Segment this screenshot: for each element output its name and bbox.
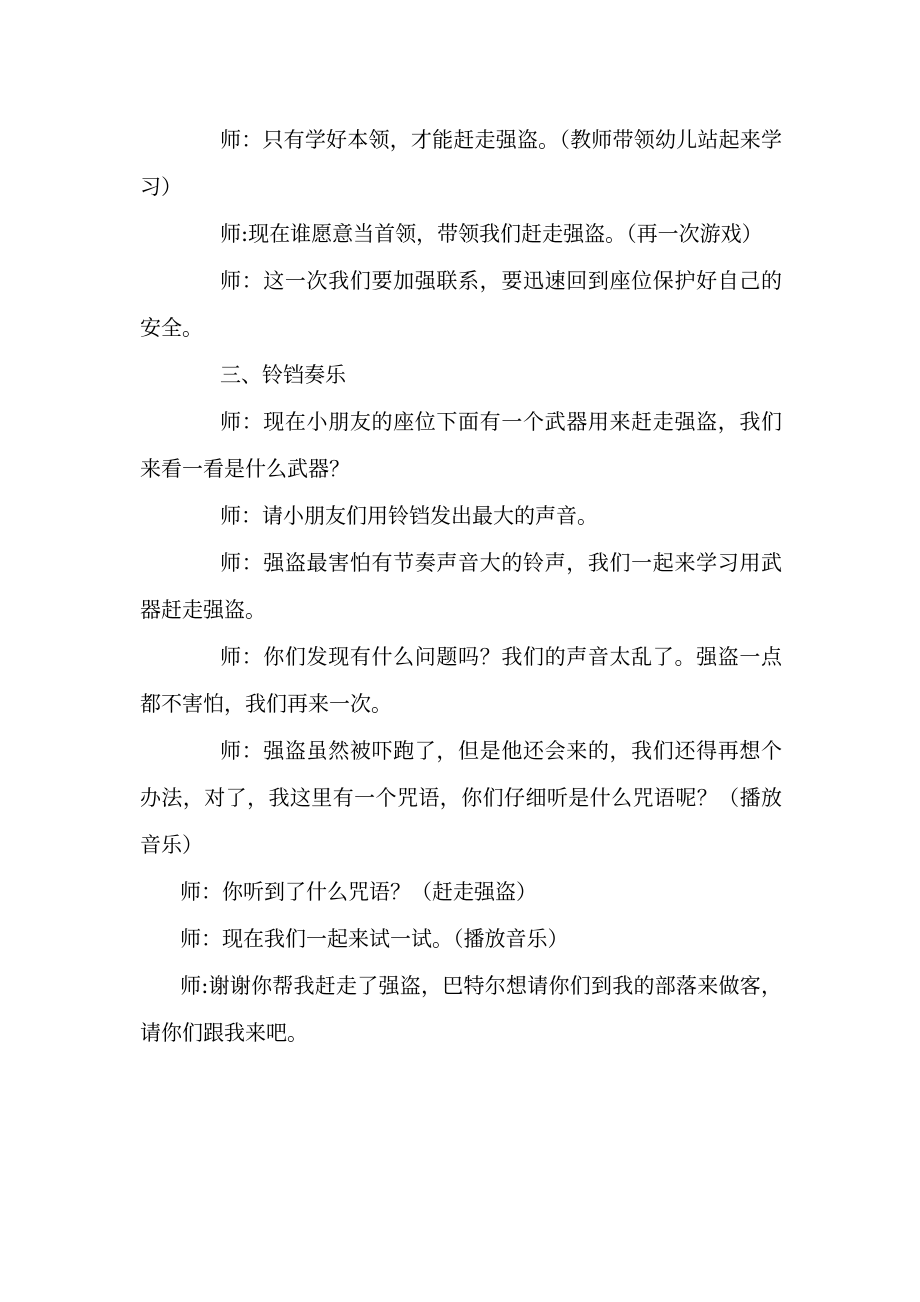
paragraph-10: 师：你听到了什么咒语？（赶走强盗） (180, 880, 537, 904)
document-body (140, 117, 782, 1057)
paragraph-5: 师：现在小朋友的座位下面有一个武器用来赶走强盗，我们来看一看是什么武器？ (140, 410, 782, 481)
paragraph-3: 师：这一次我们要加强联系，要迅速回到座位保护好自己的安全。 (140, 269, 782, 340)
paragraph-6: 师：请小朋友们用铃铛发出最大的声音。 (220, 504, 598, 528)
paragraph-1: 师：只有学好本领，才能赶走强盗。（教师带领幼儿站起来学习） (140, 128, 782, 199)
paragraph-11: 师：现在我们一起来试一试。（播放音乐） (180, 927, 569, 951)
section-heading: 三、铃铛奏乐 (220, 363, 346, 387)
paragraph-7: 师：强盗最害怕有节奏声音大的铃声，我们一起来学习用武器赶走强盗。 (140, 551, 782, 622)
paragraph-12: 师:谢谢你帮我赶走了强盗，巴特尔想请你们到我的部落来做客，请你们跟我来吧。 (140, 974, 782, 1045)
paragraph-2: 师:现在谁愿意当首领，带领我们赶走强盗。（再一次游戏） (220, 222, 763, 246)
paragraph-8: 师：你们发现有什么问题吗？我们的声音太乱了。强盗一点都不害怕，我们再来一次。 (140, 645, 782, 716)
paragraph-9: 师：强盗虽然被吓跑了，但是他还会来的，我们还得再想个办法，对了，我这里有一个咒语，你们仔细听是什么咒语呢？（播放音乐） (140, 739, 782, 857)
